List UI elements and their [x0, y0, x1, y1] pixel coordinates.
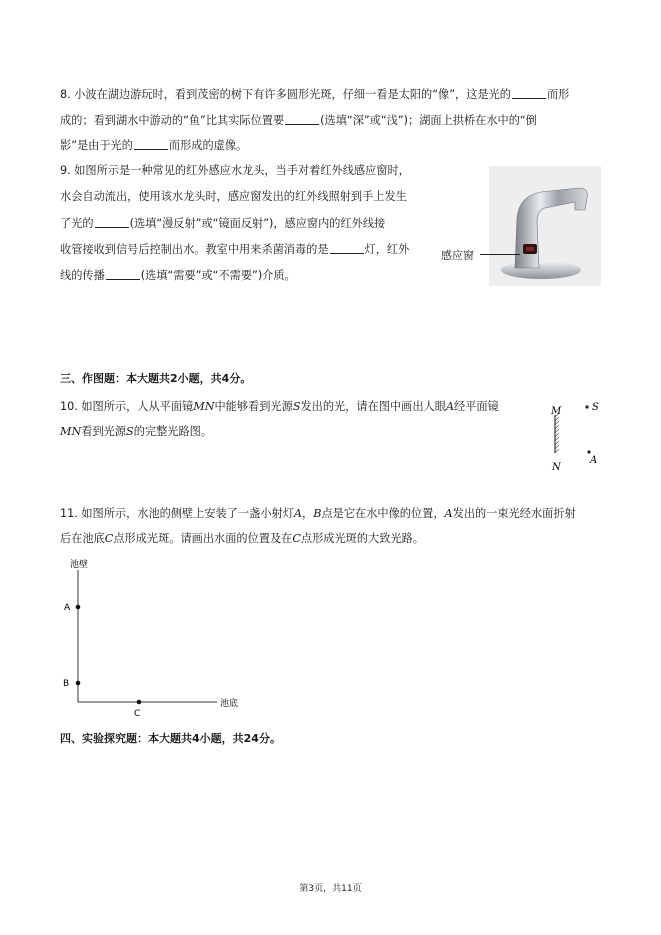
answer-blank [134, 138, 168, 150]
faucet-icon [489, 166, 601, 286]
label-b: B [63, 679, 70, 689]
label-a: A [64, 603, 71, 613]
label-n: N [552, 462, 561, 473]
q9-line-3: 了光的 (选填“漫反射”或“镜面反射”)，感应窗内的红外线接 [60, 217, 386, 230]
q10-line-2: MN看到光源S的完整光路图。 [60, 425, 213, 438]
q11-line-2: 后在池底C点形成光斑。请画出水面的位置及在C点形成光斑的大致光路。 [60, 532, 424, 545]
point-a [76, 605, 81, 610]
label-pool-bottom: 池底 [220, 699, 239, 709]
answer-blank [285, 113, 319, 125]
point-b [76, 681, 81, 686]
q9-line-1: 9. 如图所示是一种常见的红外感应水龙头，当手对着红外线感应窗时， [60, 164, 410, 177]
q8-line-3: 影”是由于光的 而形成的虚像。 [60, 139, 248, 152]
label-c: C [134, 709, 141, 719]
label-s: S [592, 402, 599, 413]
sensor-pointer-line [480, 254, 520, 255]
q11-line-1: 11. 如图所示，水池的侧壁上安装了一盏小射灯A，B点是它在水中像的位置，A发出的一束光经水面折射 [60, 507, 576, 520]
q9-line-5: 线的传播 (选填“需要”或“不需要”)介质。 [60, 269, 296, 282]
answer-blank [512, 87, 546, 99]
answer-blank [106, 268, 140, 280]
q10-line-1: 10. 如图所示，人从平面镜MN中能够看到光源S发出的光，请在图中画出人眼A经平面镜 [60, 400, 499, 413]
section-4-heading: 四、实验探究题：本大题共4小题，共24分。 [60, 732, 281, 745]
label-m: M [551, 406, 562, 417]
point-s [585, 405, 588, 408]
point-a [587, 450, 590, 453]
section-3-heading: 三、作图题：本大题共2小题，共4分。 [60, 372, 252, 385]
answer-blank [330, 242, 364, 254]
q8-line-2: 成的；看到湖水中游动的“鱼”比其实际位置要 (选填“深”或“浅”)；湖面上拱桥在水中的“倒 [60, 114, 537, 127]
page-footer: 第3页，共11页 [299, 884, 362, 894]
q9-line-4: 收管接收到信号后控制出水。教室中用来杀菌消毒的是 灯，红外 [60, 243, 410, 256]
label-pool-wall: 池壁 [70, 560, 89, 570]
q9-line-2: 水会自动流出，使用该水龙头时，感应窗发出的红外线照射到手上发生 [60, 190, 407, 203]
pool-diagram [55, 556, 255, 722]
answer-blank [95, 216, 129, 228]
point-c [137, 700, 142, 705]
label-a: A [590, 455, 598, 466]
q8-line-1: 8. 小波在湖边游玩时，看到茂密的树下有许多圆形光斑，仔细一看是太阳的“像”，这是光的 而形 [60, 88, 570, 101]
sensor-window-label: 感应窗 [441, 249, 474, 262]
faucet-photo [489, 166, 601, 286]
mirror-diagram [540, 398, 610, 474]
